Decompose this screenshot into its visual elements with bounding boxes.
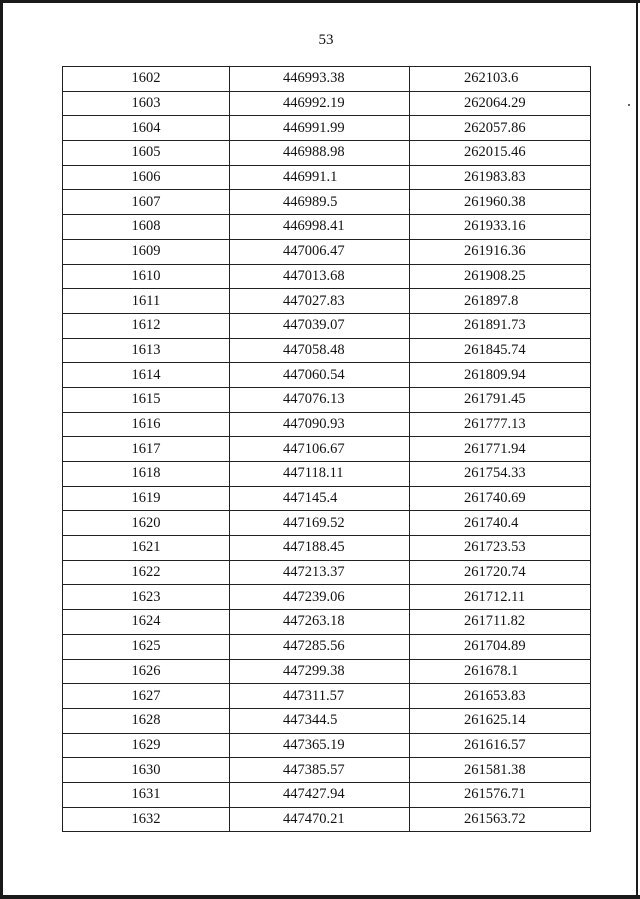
table-row	[63, 462, 591, 487]
table-row	[63, 807, 591, 832]
scan-edge-right	[636, 0, 638, 899]
point-number-cell: 1613	[63, 338, 230, 363]
point-number-cell: 1604	[63, 116, 230, 141]
point-number-cell: 1618	[63, 462, 230, 487]
y-coordinate-cell: 261897.8	[410, 289, 591, 314]
x-coordinate-cell: 447145.4	[230, 486, 410, 511]
scan-edge-left	[0, 0, 3, 899]
y-coordinate-cell: 262064.29	[410, 91, 591, 116]
point-number-cell: 1611	[63, 289, 230, 314]
table-row	[63, 338, 591, 363]
point-number-cell: 1623	[63, 585, 230, 610]
point-number-cell: 1630	[63, 758, 230, 783]
y-coordinate-cell: 261740.69	[410, 486, 591, 511]
point-number-cell: 1624	[63, 610, 230, 635]
y-coordinate-cell: 261809.94	[410, 363, 591, 388]
table-row	[63, 412, 591, 437]
x-coordinate-cell: 447213.37	[230, 560, 410, 585]
x-coordinate-cell: 447263.18	[230, 610, 410, 635]
y-coordinate-cell: 261678.1	[410, 659, 591, 684]
x-coordinate-cell: 446991.1	[230, 165, 410, 190]
y-coordinate-cell: 261625.14	[410, 708, 591, 733]
point-number-cell: 1614	[63, 363, 230, 388]
y-coordinate-cell: 261960.38	[410, 190, 591, 215]
point-number-cell: 1629	[63, 733, 230, 758]
point-number-cell: 1616	[63, 412, 230, 437]
y-coordinate-cell: 261581.38	[410, 758, 591, 783]
table-row	[63, 67, 591, 92]
y-coordinate-cell: 261653.83	[410, 684, 591, 709]
point-number-cell: 1617	[63, 437, 230, 462]
point-number-cell: 1607	[63, 190, 230, 215]
table-row	[63, 634, 591, 659]
y-coordinate-cell: 261711.82	[410, 610, 591, 635]
x-coordinate-cell: 447058.48	[230, 338, 410, 363]
point-number-cell: 1603	[63, 91, 230, 116]
y-coordinate-cell: 261777.13	[410, 412, 591, 437]
table-row	[63, 684, 591, 709]
x-coordinate-cell: 447006.47	[230, 239, 410, 264]
y-coordinate-cell: 261754.33	[410, 462, 591, 487]
x-coordinate-cell: 447169.52	[230, 511, 410, 536]
point-number-cell: 1620	[63, 511, 230, 536]
table-row	[63, 215, 591, 240]
y-coordinate-cell: 262057.86	[410, 116, 591, 141]
point-number-cell: 1625	[63, 634, 230, 659]
point-number-cell: 1619	[63, 486, 230, 511]
y-coordinate-cell: 261908.25	[410, 264, 591, 289]
point-number-cell: 1612	[63, 313, 230, 338]
point-number-cell: 1602	[63, 67, 230, 92]
x-coordinate-cell: 447060.54	[230, 363, 410, 388]
x-coordinate-cell: 447344.5	[230, 708, 410, 733]
table-row	[63, 91, 591, 116]
y-coordinate-cell: 261983.83	[410, 165, 591, 190]
x-coordinate-cell: 447106.67	[230, 437, 410, 462]
y-coordinate-cell: 261720.74	[410, 560, 591, 585]
y-coordinate-cell: 261723.53	[410, 536, 591, 561]
scan-edge-bottom	[0, 895, 640, 899]
x-coordinate-cell: 446993.38	[230, 67, 410, 92]
x-coordinate-cell: 446989.5	[230, 190, 410, 215]
point-number-cell: 1627	[63, 684, 230, 709]
table-row	[63, 289, 591, 314]
table-row	[63, 190, 591, 215]
x-coordinate-cell: 447013.68	[230, 264, 410, 289]
point-number-cell: 1606	[63, 165, 230, 190]
y-coordinate-cell: 261704.89	[410, 634, 591, 659]
y-coordinate-cell: 261576.71	[410, 782, 591, 807]
table-row	[63, 585, 591, 610]
coordinates-table-body	[63, 67, 591, 832]
table-row	[63, 659, 591, 684]
table-row	[63, 610, 591, 635]
y-coordinate-cell: 261933.16	[410, 215, 591, 240]
y-coordinate-cell: 262103.6	[410, 67, 591, 92]
x-coordinate-cell: 447039.07	[230, 313, 410, 338]
table-row	[63, 165, 591, 190]
table-row	[63, 437, 591, 462]
x-coordinate-cell: 447239.06	[230, 585, 410, 610]
y-coordinate-cell: 261916.36	[410, 239, 591, 264]
coordinates-table	[62, 66, 591, 832]
table-row	[63, 560, 591, 585]
table-row	[63, 758, 591, 783]
point-number-cell: 1632	[63, 807, 230, 832]
y-coordinate-cell: 261891.73	[410, 313, 591, 338]
point-number-cell: 1631	[63, 782, 230, 807]
table-row	[63, 239, 591, 264]
x-coordinate-cell: 447365.19	[230, 733, 410, 758]
y-coordinate-cell: 262015.46	[410, 141, 591, 166]
point-number-cell: 1628	[63, 708, 230, 733]
y-coordinate-cell: 261771.94	[410, 437, 591, 462]
x-coordinate-cell: 446991.99	[230, 116, 410, 141]
point-number-cell: 1615	[63, 387, 230, 412]
table-row	[63, 116, 591, 141]
x-coordinate-cell: 447285.56	[230, 634, 410, 659]
x-coordinate-cell: 447470.21	[230, 807, 410, 832]
y-coordinate-cell: 261712.11	[410, 585, 591, 610]
point-number-cell: 1609	[63, 239, 230, 264]
scan-speck	[628, 104, 630, 106]
x-coordinate-cell: 447188.45	[230, 536, 410, 561]
table-row	[63, 387, 591, 412]
point-number-cell: 1605	[63, 141, 230, 166]
x-coordinate-cell: 447385.57	[230, 758, 410, 783]
table-row	[63, 313, 591, 338]
point-number-cell: 1626	[63, 659, 230, 684]
table-row	[63, 511, 591, 536]
y-coordinate-cell: 261740.4	[410, 511, 591, 536]
y-coordinate-cell: 261791.45	[410, 387, 591, 412]
x-coordinate-cell: 447311.57	[230, 684, 410, 709]
x-coordinate-cell: 447299.38	[230, 659, 410, 684]
y-coordinate-cell: 261616.57	[410, 733, 591, 758]
x-coordinate-cell: 446992.19	[230, 91, 410, 116]
table-row	[63, 363, 591, 388]
x-coordinate-cell: 447076.13	[230, 387, 410, 412]
y-coordinate-cell: 261845.74	[410, 338, 591, 363]
point-number-cell: 1621	[63, 536, 230, 561]
table-row	[63, 141, 591, 166]
point-number-cell: 1610	[63, 264, 230, 289]
page-number: 53	[318, 32, 334, 48]
table-row	[63, 733, 591, 758]
x-coordinate-cell: 447118.11	[230, 462, 410, 487]
table-row	[63, 708, 591, 733]
point-number-cell: 1622	[63, 560, 230, 585]
x-coordinate-cell: 446988.98	[230, 141, 410, 166]
table-row	[63, 782, 591, 807]
x-coordinate-cell: 447090.93	[230, 412, 410, 437]
table-row	[63, 486, 591, 511]
x-coordinate-cell: 446998.41	[230, 215, 410, 240]
y-coordinate-cell: 261563.72	[410, 807, 591, 832]
scan-edge-top	[0, 0, 640, 3]
point-number-cell: 1608	[63, 215, 230, 240]
x-coordinate-cell: 447027.83	[230, 289, 410, 314]
table-row	[63, 536, 591, 561]
table-row	[63, 264, 591, 289]
x-coordinate-cell: 447427.94	[230, 782, 410, 807]
